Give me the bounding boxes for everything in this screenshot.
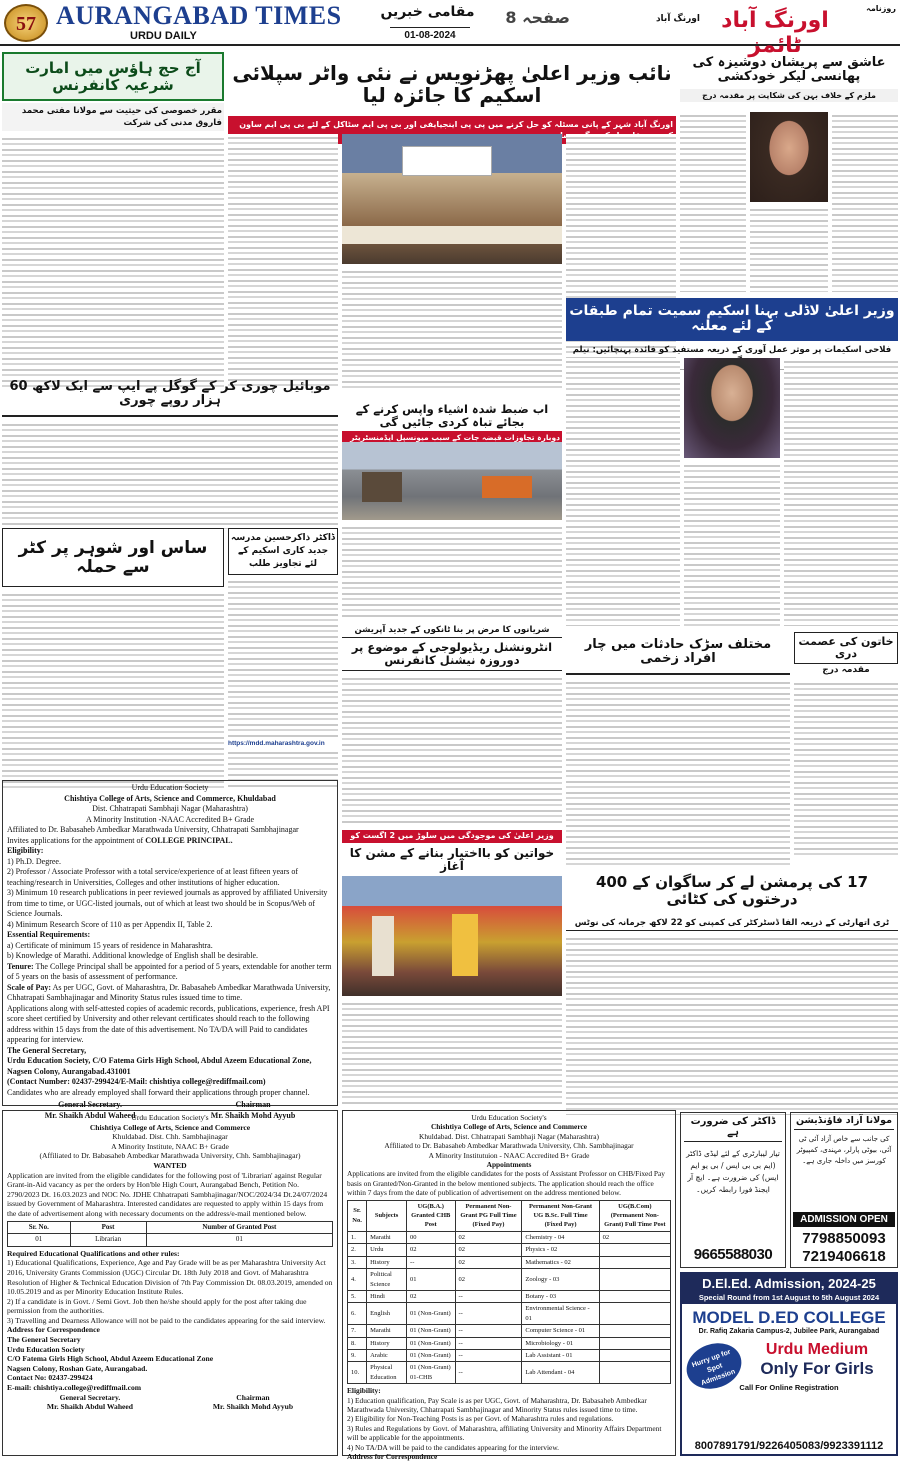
ad-college-name: MODEL D.ED COLLEGE (692, 1308, 886, 1327)
table-cell: Political Science (367, 1269, 407, 1291)
table-cell (599, 1325, 670, 1337)
ad-qualification-3: 3) Travelling and Dearness Allowance will not be paid to the candidates appearing for the said interview. (7, 1315, 326, 1325)
event-photo (342, 876, 562, 996)
table-cell: -- (455, 1325, 522, 1337)
masthead (0, 0, 900, 58)
story-headline: خواتین کو بااختیار بنانے کے مشن کا آغاز (349, 845, 555, 873)
table-cell: 9. (348, 1349, 367, 1361)
story-road-accidents (566, 632, 790, 862)
story-headline: نائب وزیر اعلیٰ پھڑنویس نے نئی واٹر سپلائی اسکیم کا جائزہ لیا (232, 61, 672, 107)
ad-eligibility-4: 4) No TA/DA will be paid to the candidates appearing for the interview. (347, 1442, 560, 1452)
ad-invite: Invites applications for the appointment of (7, 835, 144, 845)
table-header: Permanent Non-Grant UG B.Sc. Full Time (Fixed Pay) (522, 1200, 599, 1231)
ad-qualification-1: 1) Educational Qualifications, Experience, Age and Pay Grade will be as per Maharashtra University Act 2016, University Grants Commission (UGC) Circular Dt. 18th July 2018 and Govt. of Maharashtra Resolution of Higher & Technical Education Division of 7th Pay Commission Dt. 08.03.2019, amended on 10.05.2019 and as per Minority Education Institute Rules. (7, 1258, 333, 1297)
table-cell: Mathematics - 02 (522, 1256, 599, 1268)
table-cell: Librarian (70, 1234, 146, 1247)
story-headline: 17 کی پرمشن لے کر ساگوان کے 400 درختوں کی کٹائی (595, 873, 869, 908)
table-cell: 01 (146, 1234, 332, 1247)
story-ladli-behna (566, 298, 898, 628)
ad-eligibility-4: 4) Minimum Research Score of 110 as per Appendix II, Table 2. (7, 919, 213, 929)
table-cell: 02 (455, 1269, 522, 1291)
ad-body: تیار لیبارٹری کے لئے لیڈی ڈاکٹر (ایم بی بی ایس / بی یو ایم ایس) کی ضرورت ہے۔ ایچ آر ایجنڈ فورا رابطہ کریں۔ (686, 1149, 780, 1194)
ad-title: مولانا آزاد فاؤنڈیشن (794, 1116, 894, 1130)
ad-phone[interactable]: 7219406618 (802, 1248, 886, 1265)
ad-eligibility-1: 1) Education qualification, Pay Scale is as per UGC, Govt. of Maharashtra, Dr. Babasaheb Ambedkar Marathwada University, Chhatrapati Sambhajinagar and Minority Status rules issued time to time. (347, 1395, 647, 1414)
ad-affiliation: (Affiliated to Dr. Babasaheb Ambedkar Marathwada University, Chh. Sambhajinagar) (39, 1151, 301, 1161)
table-cell: History (367, 1337, 407, 1349)
table-cell: 02 (455, 1244, 522, 1256)
ad-affiliation: Affiliated to Dr. Babasaheb Ambedkar Marathwada University, Chhatrapati Sambhajinagar (7, 825, 299, 834)
story-mobile-theft (2, 374, 338, 524)
ad-phone[interactable]: 9665588030 (693, 1246, 773, 1263)
ad-wanted: WANTED (153, 1160, 187, 1170)
story-headline: وزیر اعلیٰ لاڈلی بہنا اسکیم سمیت تمام طبقات کے لئے معلنہ (566, 298, 898, 341)
story-headline: خاتون کی عصمت دری (794, 632, 898, 664)
story-body-mid (684, 462, 780, 626)
ad-correspondence-line: The General Secretary (7, 1335, 81, 1345)
table-cell: 3. (348, 1256, 367, 1268)
ad-org: Urdu Education Society's (471, 1113, 547, 1122)
ad-correspondence-line: E-mail: chishtiya.college@rediffmail.com (7, 1383, 142, 1393)
ad-college: Chishtiya College of Arts, Science and Commerce (430, 1122, 588, 1132)
ad-pay-heading: Scale of Pay: (7, 982, 51, 992)
ad-qualification-2: 2) If a candidate is in Govt. / Semi Govt. Job then he/she should apply for the post after taking due permission from the authorities. (7, 1296, 307, 1316)
story-body (2, 591, 224, 789)
official-photo (684, 358, 780, 458)
ad-girls-only: Only For Girls (760, 1359, 874, 1378)
table-cell: -- (455, 1303, 522, 1325)
table-cell: 1. (348, 1231, 367, 1243)
story-body (566, 679, 790, 867)
table-cell (599, 1290, 670, 1302)
table-cell: -- (455, 1362, 522, 1384)
ad-minority: A Minority Institutuion - NAAC Accredited B+ Grade (428, 1150, 590, 1160)
ad-hurry-badge: Hurry up for Spot Admission (680, 1336, 748, 1396)
story-subheadline: اورنگ آباد شہر کے پانی مسئلہ کو حل کرنے میں پی پی اینجیایفی اور بی پی ایم سٹاکل کے لئے بی پی ایم ساون ساو (228, 116, 676, 144)
ad-tenure-heading: Tenure: (7, 961, 34, 971)
ad-note: Candidates who are already employed shall forward their applications through proper channel. (7, 1087, 310, 1097)
story-imarat-conference (2, 52, 224, 370)
table-cell: Urdu (367, 1244, 407, 1256)
street-photo (342, 442, 562, 520)
table-cell: Chemistry - 04 (522, 1231, 599, 1243)
table-cell: Arabic (367, 1349, 407, 1361)
ad-body: کی جانب سے خاص آزاد آئی ٹی آئی، بیوٹی پارلر، مہندی، کمپیوٹر کورسز میں داخلہ جاری ہے۔ (796, 1135, 892, 1166)
table-header: Permanent Non-Grant PG Full Time (Fixed Pay) (455, 1200, 522, 1231)
ad-tenure: The College Principal shall be appointed for a period of 5 years, extendable for another term of 5 years on the basis of assessment of performance. (7, 961, 332, 981)
table-cell: 02 (455, 1231, 522, 1243)
ad-address: Dr. Rafiq Zakaria Campus-2, Jubilee Park, Aurangabad (698, 1328, 880, 1335)
ad-requirements-heading: Essential Requirements: (7, 930, 91, 939)
ad-eligibility-heading: Eligibility: (347, 1386, 381, 1396)
victim-photo (750, 112, 828, 202)
story-tree-felling (566, 866, 898, 1108)
ad-signatory-title: General Secretary. (59, 1392, 121, 1402)
ad-round: Special Round from 1st August to 5th August 2024 (682, 1293, 896, 1304)
table-row (348, 1231, 671, 1243)
story-cutter-attack (2, 528, 224, 776)
table-cell: Physical Education (367, 1362, 407, 1384)
story-body (794, 680, 898, 858)
table-cell: 02 (407, 1290, 455, 1302)
table-header: Post (70, 1221, 146, 1234)
ad-eligibility-2: 2) Eligibility for Non-Teaching Posts is as per Govt. of Maharashtra rules and regulations. (347, 1414, 614, 1424)
table-cell: 01 (Non-Grant) (407, 1325, 455, 1337)
table-cell: Botany - 03 (522, 1290, 599, 1302)
table-cell (599, 1269, 670, 1291)
story-body (2, 135, 224, 390)
table-cell: -- (407, 1256, 455, 1268)
ad-correspondence-line: Contact No: 02437-299424 (7, 1373, 93, 1383)
table-cell: 00 (407, 1231, 455, 1243)
table-row (348, 1349, 671, 1361)
story-headline: اب ضبط شدہ اشیاء واپس کرنے کے بجائے تباہ کردی جائیں گی (355, 402, 549, 429)
ad-correspondence-heading: Address for Correspondence (7, 1325, 100, 1335)
section-name: مقامی خبریں (380, 4, 475, 20)
ad-address-1: The General Secretary, (7, 1045, 87, 1055)
ad-pay: As per UGC, Govt. of Maharashtra, Dr. Babasaheb Ambedkar Marathwada University, Chhatrapati Sambhajinagar and Minority Status rules issued time to time. (7, 982, 331, 1002)
english-title: AURANGABAD TIMES (56, 1, 342, 30)
ad-assistant-professor (342, 1110, 676, 1461)
table-cell (599, 1349, 670, 1361)
table-cell (599, 1362, 670, 1384)
ad-title: D.El.Ed. Admission, 2024-25 (682, 1274, 896, 1293)
ad-phone[interactable]: 7798850093 (802, 1230, 886, 1247)
table-row (348, 1337, 671, 1349)
story-headline: مختلف سڑک حادثات میں چار افراد زخمی (566, 632, 790, 675)
english-subtitle: URDU DAILY (130, 30, 197, 42)
ad-district: Khuldabad. Dist. Chh. Sambhajinagar (112, 1132, 228, 1142)
ad-correspondence-line: Nagsen Colony, Roshan Gate, Aurangabad. (7, 1363, 148, 1373)
table-cell: 01 (Non-Grant) (407, 1337, 455, 1349)
table-cell: History (367, 1256, 407, 1268)
ad-apply: Applications along with self-attested copies of academic records, publications, experience, fresh API score sheet certified by University and other relevant certificates should reach to the following address within 15 days from the date of this advertisement. No TA/DA will Paid to candidates appearing for interview. (7, 1003, 330, 1044)
issue-date: 01-08-2024 (390, 27, 470, 41)
ad-body: Applications are invited from the eligible candidates for the posts of Assistant Professor on CHB/Fixed Pay basis on Granted/Non-Granted in the below mentioned subjects. The application should reach the office within 7 days from the date of publication of advertisement on the address mentioned below. (347, 1169, 665, 1198)
page-number: صفحہ 8 (505, 8, 570, 27)
table-header: UG(B.Com) (Permanent Non-Grant) Full Time Post (599, 1200, 670, 1231)
table-cell: 01 (407, 1269, 455, 1291)
ad-requirement-1: a) Certificate of minimum 15 years of residence in Maharashtra. (7, 940, 213, 950)
ad-admission-banner: ADMISSION OPEN (793, 1212, 895, 1227)
table-cell: 01 (Non-Grant) (407, 1303, 455, 1325)
story-suicide (680, 52, 898, 294)
table-cell: 02 (599, 1231, 670, 1243)
story-headline: ڈاکٹر ذاکرحسین مدرسہ جدید کاری اسکیم کے لئے تجاویز طلب (228, 528, 338, 575)
table-cell: -- (455, 1349, 522, 1361)
story-body-right (832, 112, 898, 292)
table-row (348, 1325, 671, 1337)
story-body-bottom (750, 206, 828, 292)
ad-eligibility-3: 3) Rules and Regulations by Govt. of Maharashtra, affiliating University and Minority Affairs Department will be applicable for the appointments. (347, 1423, 662, 1443)
table-row (348, 1362, 671, 1384)
ad-doctor-wanted (680, 1112, 786, 1268)
story-assault-case (794, 632, 898, 862)
anniversary-badge (4, 4, 48, 42)
ad-address-2: Urdu Education Society, C/O Fatema Girls High School, Abdul Azeem Educational Zone, Nagsen Colony, Aurangabad.431001 (7, 1056, 312, 1076)
table-cell: 10. (348, 1362, 367, 1384)
story-subheadline: مقدمہ درج (822, 665, 870, 676)
story-subheadline: ٹری اتھارٹی کے ذریعہ الفا ڈسٹرکٹر کی کمپنی کو 22 لاکھ جرمانہ کی نوٹس (566, 915, 898, 931)
ad-signatory-name: Mr. Shaikh Mohd Ayyub (210, 1110, 296, 1120)
table-cell: Microbiology - 01 (522, 1337, 599, 1349)
table-cell (599, 1337, 670, 1349)
ad-requirement-2: b) Knowledge of Marathi. Additional knowledge of English shall be desirable. (7, 951, 259, 960)
table-cell: 5. (348, 1290, 367, 1302)
table-cell: 01 (Non-Grant) (407, 1349, 455, 1361)
table-cell: 8. (348, 1337, 367, 1349)
table-cell: Computer Science - 01 (522, 1325, 599, 1337)
story-body (228, 578, 338, 738)
ad-district: Dist. Chhatrapati Sambhaji Nagar (Maharashtra) (92, 804, 248, 813)
table-cell (599, 1303, 670, 1325)
story-body (342, 524, 562, 620)
scheme-link[interactable]: https://mdd.maharashtra.gov.in (228, 740, 325, 747)
table-cell: 02 (407, 1244, 455, 1256)
story-body (342, 675, 562, 825)
ad-signatory-name: Mr. Shaikh Abdul Waheed (46, 1402, 134, 1412)
ad-district: Khuldabad. Dist. Chhatrapati Sambhaji Nagar (Maharashtra) (419, 1131, 599, 1141)
story-madrasa-scheme (228, 528, 338, 776)
ad-signatory-title: Chairman (235, 1100, 271, 1109)
story-headline: انٹرونشنل ریڈیولوجی کے موضوع پر دوروزہ نیشنل کانفرنس (342, 637, 562, 670)
story-headline: ساس اور شوہر پر کٹر سے حملہ (2, 528, 224, 587)
table-row (348, 1256, 671, 1268)
story-headline: عاشق سے پریشان دوشیزہ کی پھانسی لیکر خودکشی (692, 55, 886, 85)
story-radiology-conference (342, 624, 562, 826)
story-body-left (566, 358, 680, 626)
table-cell: Marathi (367, 1325, 407, 1337)
table-cell (599, 1244, 670, 1256)
ad-eligibility-2: 2) Professor / Associate Professor with a total service/experience of at least fifteen years of teaching/research in Universities, Colleges and other institutions of higher education. (7, 867, 299, 887)
urdu-title-pre: روزنامہ (866, 4, 896, 13)
ad-college: Chishtiya College of Arts, Science and Commerce (89, 1122, 251, 1132)
story-prehead: شریانوں کا مرض پر بنا ٹانکوں کے جدید آپریشن (354, 625, 550, 635)
table-cell: Physics - 02 (522, 1244, 599, 1256)
table-header: Sr. No. (8, 1221, 71, 1234)
ad-librarian (2, 1110, 338, 1456)
table-cell: Marathi (367, 1231, 407, 1243)
table-cell: -- (455, 1337, 522, 1349)
table-cell: English (367, 1303, 407, 1325)
ad-signatory-title: Chairman (236, 1392, 270, 1402)
ad-signatory-name: Mr. Shaikh Mohd Ayyub (212, 1402, 294, 1412)
story-body-mid (342, 268, 562, 388)
ad-signatory-name: Mr. Shaikh Abdul Waheed (44, 1110, 136, 1120)
story-prehead: وزیر اعلیٰ کی موجودگی میں سلوڑ میں 2 اگست کو (342, 830, 562, 843)
ad-correspondence-line: Urdu Education Society (7, 1344, 85, 1354)
table-cell: Lab Attendant - 04 (522, 1362, 599, 1384)
story-headline: موبائیل چوری کر کے گوگل پے ایپ سے ایک لاکھ 60 ہزار روپے چوری (2, 374, 338, 417)
ad-eligibility-heading: Eligibility: (7, 846, 44, 855)
table-row (8, 1234, 333, 1247)
table-cell: Zoology - 03 (522, 1269, 599, 1291)
urdu-title: اورنگ آباد ٹائمز (721, 8, 829, 58)
story-body-left (228, 134, 338, 389)
table-cell: Lab Assistant - 01 (522, 1349, 599, 1361)
story-body (566, 935, 898, 1115)
story-subheadline: دوبارہ تجاوزات قبضہ جات کے سبب میونسپل ایڈمنسٹریٹر (342, 431, 562, 455)
subjects-table (347, 1200, 671, 1385)
table-cell: 02 (455, 1256, 522, 1268)
table-row (348, 1269, 671, 1291)
story-subheadline: فلاحی اسکیمات پر موثر عمل آوری کے ذریعہ مستفید کو فائدہ پہنچائیں: نیلم (566, 341, 898, 370)
table-cell: -- (455, 1290, 522, 1302)
story-body (342, 1000, 562, 1104)
ad-org: Urdu Education Society (131, 783, 209, 792)
story-subheadline: مقرر خصوصی کی حیثیت سے مولانا مفتی محمد فاروق مدنی کی شرکت (2, 103, 224, 131)
ad-correspondence-heading: Address for Correspondence (347, 1452, 438, 1461)
ad-contact: (Contact Number: 02437-299424/E-Mail: chishtiya college@rediffmail.com) (7, 1077, 266, 1086)
badge-number: 57 (16, 13, 36, 35)
table-cell: 01 (8, 1234, 71, 1247)
ad-body: Application are invited from the eligible candidates for the following post of 'Librarian' against Regular Grant-in-Aid vacancy as per the orders by Hon'ble High Court, Aurangabad Bench, Petition No. 2790/2023 Dt. 16.03.2023 and NOC No. JDHE Chhatrapati Sambhajinagar/NOC/2024/34 Dt.24/07/2024 issued by Government of Maharashtra. Interested candidates are requested to apply within 15 days from the date of advertisement along with necessary documents on the address/e-mail mentioned below. (7, 1170, 328, 1218)
ad-eligibility-1: 1) Ph.D. Degree. (7, 856, 61, 866)
ad-signatory-title: General Secretary. (58, 1100, 122, 1109)
ad-college: Chishtiya College of Arts, Science and Commerce, Khuldabad (64, 793, 276, 803)
table-cell: 4. (348, 1269, 367, 1291)
ad-maulana-azad (790, 1112, 898, 1268)
story-women-empowerment (342, 830, 562, 1106)
ad-appointments: Appointments (486, 1160, 532, 1170)
ad-requirements-heading: Required Educational Qualifications and other rules: (7, 1248, 180, 1258)
table-header: UG(B.A.) Granted CHB Post (407, 1200, 455, 1231)
table-cell: 7. (348, 1325, 367, 1337)
table-cell: 2. (348, 1244, 367, 1256)
ad-title: ڈاکٹر کی ضرورت ہے (684, 1116, 782, 1142)
ad-post-name: COLLEGE PRINCIPAL. (145, 835, 233, 845)
ad-ded-college (680, 1272, 898, 1456)
ad-affiliation: Affiliated to Dr. Babasaheb Ambedkar Marathwada University, Chh. Sambhajinagar (384, 1141, 634, 1151)
ad-call: Call For Online Registration (739, 1383, 839, 1392)
table-header: Sr. No. (348, 1200, 367, 1231)
story-body-left (680, 112, 746, 292)
ad-correspondence-line: C/O Fatema Girls High School, Abdul Azeem Educational Zone (7, 1354, 214, 1364)
ad-eligibility-3: 3) Minimum 10 research publications in peer reviewed journals as approved by affiliated University from time to time, or UGC-listed journals, out of which at least two should be in Scopus/Web of Science Journals. (7, 888, 328, 918)
table-cell: Environmental Science - 01 (522, 1303, 599, 1325)
story-subheadline: ملزم کے خلاف بہن کی شکایت پر مقدمہ درج (680, 89, 898, 102)
ad-medium: Urdu Medium (765, 1341, 869, 1358)
ad-minority: A Minority Institute, NAAC B+ Grade (111, 1141, 229, 1151)
table-header: Number of Granted Post (146, 1221, 332, 1234)
story-seized-items (342, 400, 562, 622)
meeting-photo (342, 134, 562, 264)
table-cell (599, 1256, 670, 1268)
story-body (2, 421, 338, 529)
table-cell: 01 (Non-Grant) 01-CHB (407, 1362, 455, 1384)
urdu-title-post: اورنگ آباد (655, 14, 700, 24)
table-cell: Hindi (367, 1290, 407, 1302)
table-cell: 6. (348, 1303, 367, 1325)
story-headline: آج حج ہاؤس میں امارت شرعیہ کانفرنس (2, 52, 224, 101)
story-body-right (784, 358, 898, 626)
table-row (348, 1290, 671, 1302)
post-table (7, 1221, 333, 1247)
ad-minority: A Minority Institution -NAAC Accredited B+ Grade (85, 814, 255, 824)
ad-phones[interactable]: 8007891791/9226405083/9923391112 (694, 1440, 884, 1452)
ad-org: Urdu Education Society's (131, 1113, 209, 1122)
table-row (348, 1303, 671, 1325)
table-header: Subjects (367, 1200, 407, 1231)
table-row (348, 1244, 671, 1256)
